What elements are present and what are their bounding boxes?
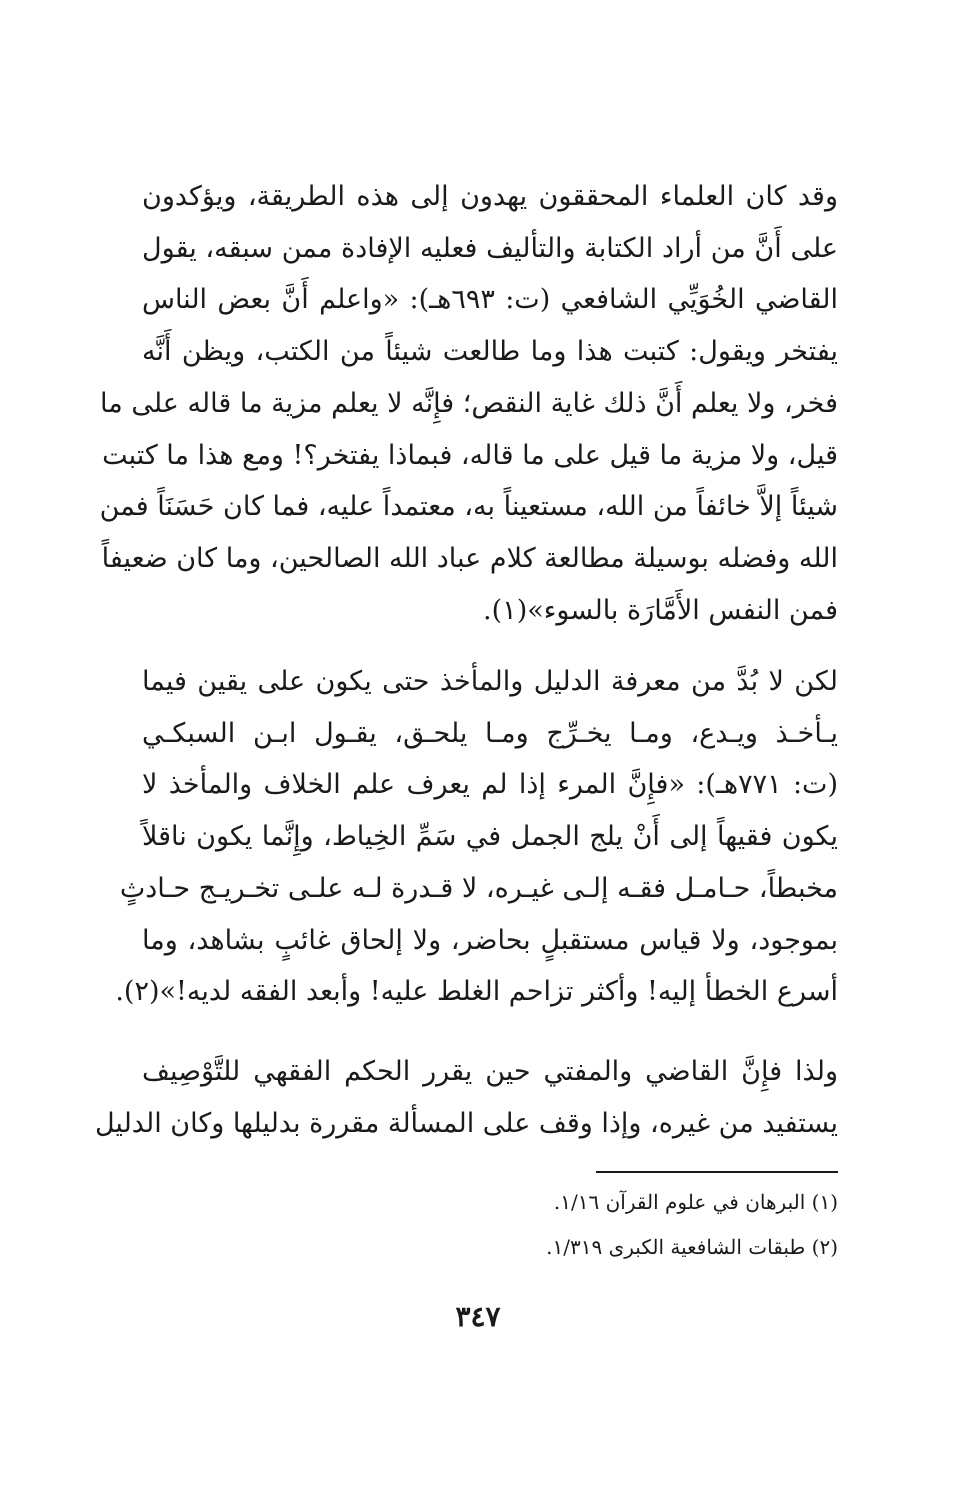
footnote-2: (٢) طبقات الشافعية الكبرى ١/٣١٩.: [546, 1235, 838, 1259]
paragraph-line: مخبطاً، حـامـل فقـه إلـى غيـره، لا قـدرة لـه علـى تخـريـج حـادثٍ: [119, 872, 838, 904]
paragraph-2: [115, 656, 839, 1018]
paragraph-line: فمن النفس الأَمَّارَة بالسوء»(١).: [483, 594, 838, 626]
paragraph-line: يستفيد من غيره، وإذا وقف على المسألة مقررة بدليلها وكان الدليل: [94, 1107, 838, 1139]
paragraph-line: وقد كان العلماء المحققون يهدون إلى هذه الطريقة، ويؤكدون: [142, 181, 838, 212]
paragraph-line: قيل، ولا مزية ما قيل على ما قاله، فبماذا يفتخر؟! ومع هذا ما كتبت: [102, 439, 838, 471]
paragraph-line: ولذا فإِنَّ القاضي والمفتي حين يقرر الحكم الفقهي للتَّوْصِيف: [142, 1056, 838, 1087]
paragraph-1: [99, 171, 838, 636]
paragraph-line: فخر، ولا يعلم أَنَّ ذلك غاية النقص؛ فإِنَّه لا يعلم مزية ما قاله على ما: [100, 387, 838, 419]
paragraph-line: شيئاً إلاَّ خائفاً من الله، مستعيناً به، معتمداً عليه، فما كان حَسَنَاً فمن: [99, 491, 838, 523]
paragraph-line: لكن لا بُدَّ من معرفة الدليل والمأخذ حتى يكون على يقين فيما: [142, 666, 838, 697]
paragraph-line: يكون فقيهاً إلى أَنْ يلج الجمل في سَمِّ الخِياط، وإِنَّما يكون ناقلاً: [142, 821, 838, 853]
page-number: ٣٤٧: [455, 1300, 501, 1333]
paragraph-line: على أَنَّ من أراد الكتابة والتأليف فعليه الإفادة ممن سبقه، يقول: [142, 232, 838, 264]
footnote-separator: [596, 1171, 838, 1173]
paragraph-line: (ت: ٧٧١هـ): «فإِنَّ المرء إذا لم يعرف علم الخلاف والمأخذ لا: [142, 769, 839, 801]
footnotes: [238, 1180, 838, 1270]
paragraph-line: يفتخر ويقول: كتبت هذا وما طالعت شيئاً من الكتب، ويظن أَنَّه: [142, 336, 838, 368]
paragraph-line: يـأخـذ ويـدع، ومـا يخـرِّج ومـا يلحـق، يقـول ابـن السبكـي: [142, 717, 838, 749]
paragraph-line: الله وفضله بوسيلة مطالعة كلام عباد الله الصالحين، وما كان ضعيفاً: [101, 542, 838, 574]
paragraph-line: أسرع الخطأ إليه! وأكثر تزاحم الغلط عليه! وأبعد الفقه لديه!»(٢).: [115, 976, 838, 1008]
paragraph-line: القاضي الخُوَيِّي الشافعي (ت: ٦٩٣هـ): «واعلم أَنَّ بعض الناس: [142, 284, 838, 316]
paragraph-3: [94, 1046, 838, 1149]
paragraph-line: بموجود، ولا قياس مستقبلٍ بحاضر، ولا إلحاق غائبٍ بشاهد، وما: [142, 924, 838, 956]
footnote-1: (١) البرهان في علوم القرآن ١/١٦.: [553, 1190, 838, 1214]
